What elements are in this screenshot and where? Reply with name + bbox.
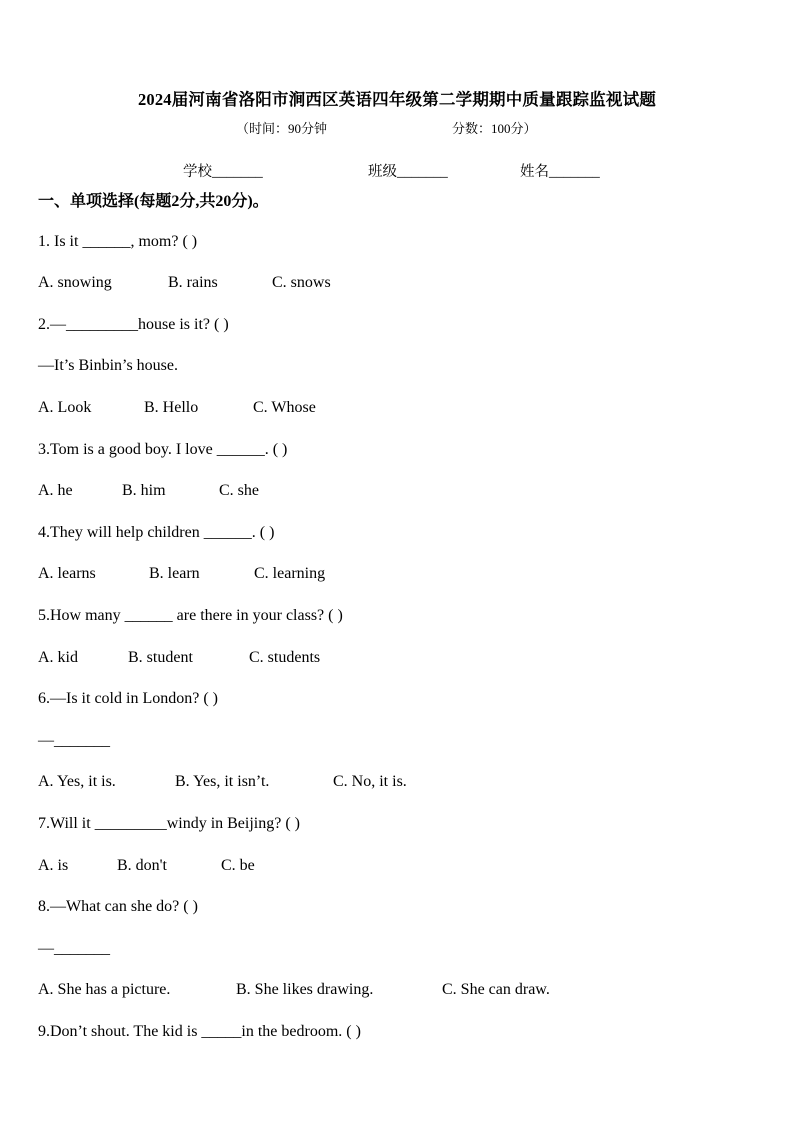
option-c[interactable]: C. she [219,482,259,499]
option-c[interactable]: C. No, it is. [333,773,407,790]
option-b[interactable]: B. learn [149,565,200,582]
question-7-options [38,857,255,875]
question-2-reply: —It’s Binbin’s house. [38,357,179,374]
question-9-stem: 9.Don’t shout. The kid is _____in the bedroom. ( ) [38,1023,361,1040]
name-field[interactable]: 姓名_______ [520,164,600,180]
question-3-options [38,482,259,500]
question-8-stem: 8.—What can she do? ( ) [38,898,198,915]
option-b[interactable]: B. him [122,482,166,499]
page-title: 2024届河南省洛阳市涧西区英语四年级第二学期期中质量跟踪监视试题 [137,90,657,109]
question-7-stem: 7.Will it _________windy in Beijing? ( ) [38,815,300,832]
option-b[interactable]: B. Hello [144,399,199,416]
option-b[interactable]: B. Yes, it isn’t. [175,773,270,790]
option-a[interactable]: A. is [38,857,69,874]
option-a[interactable]: A. snowing [38,274,112,291]
option-c[interactable]: C. be [221,857,255,874]
question-5-stem: 5.How many ______ are there in your class? ( ) [38,607,343,624]
option-c[interactable]: C. learning [254,565,326,582]
option-b[interactable]: B. don't [117,857,167,874]
question-1-stem: 1. Is it ______, mom? ( ) [38,233,198,250]
question-4-stem: 4.They will help children ______. ( ) [38,524,275,541]
option-b[interactable]: B. rains [168,274,218,291]
question-6-options [38,773,407,791]
question-6-stem: 6.—Is it cold in London? ( ) [38,690,218,707]
question-4-options [38,565,325,583]
question-1-options [38,274,331,292]
question-2-options [38,399,316,417]
option-b[interactable]: B. student [128,649,193,666]
option-c[interactable]: C. Whose [253,399,316,416]
question-3-stem: 3.Tom is a good boy. I love ______. ( ) [38,441,288,458]
option-a[interactable]: A. Yes, it is. [38,773,116,790]
class-field[interactable]: 班级_______ [368,164,448,180]
question-6-reply: —_______ [38,732,110,749]
option-a[interactable]: A. he [38,482,73,499]
section-heading: 一、单项选择(每题2分,共20分)。 [38,193,269,210]
option-a[interactable]: A. She has a picture. [38,981,171,998]
question-8-reply: —_______ [38,940,110,957]
question-5-options [38,649,320,667]
option-a[interactable]: A. kid [38,649,78,666]
question-8-options [38,981,550,999]
question-2-stem: 2.—_________house is it? ( ) [38,316,229,333]
option-c[interactable]: C. She can draw. [442,981,550,998]
exam-time: （时间：90分钟 [236,121,328,136]
option-a[interactable]: A. Look [38,399,92,416]
exam-score: 分数：100分） [452,121,537,136]
option-b[interactable]: B. She likes drawing. [236,981,374,998]
option-c[interactable]: C. students [249,649,321,666]
option-c[interactable]: C. snows [272,274,331,291]
option-a[interactable]: A. learns [38,565,96,582]
school-field[interactable]: 学校_______ [183,164,263,180]
